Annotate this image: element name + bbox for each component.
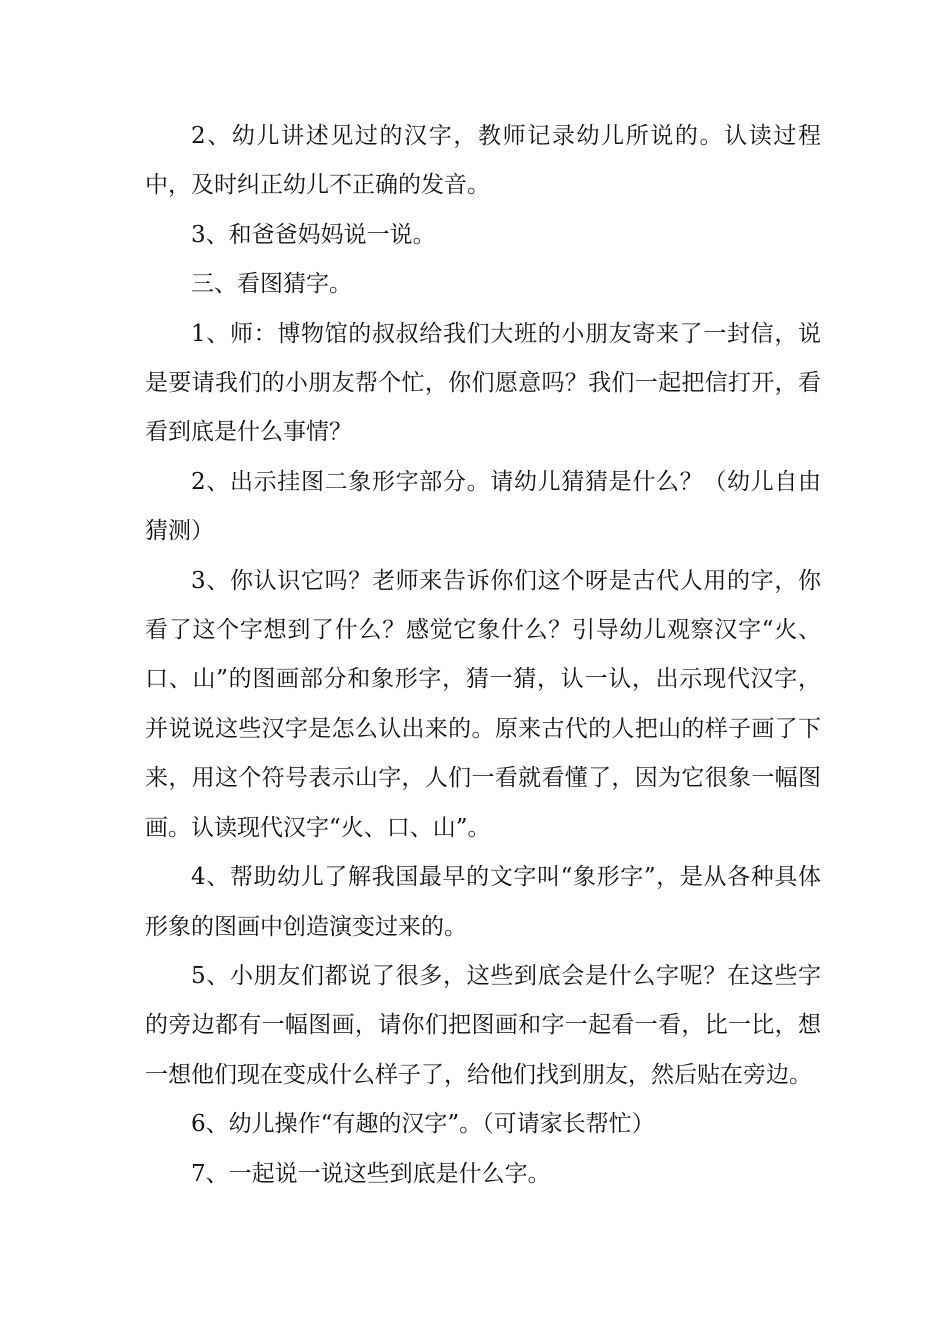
paragraph-4: 2、出示挂图二象形字部分。请幼儿猜猜是什么？（幼儿自由猜测） bbox=[145, 468, 821, 545]
paragraph-7: 5、小朋友们都说了很多，这些到底会是什么字呢？在这些字的旁边都有一幅图画，请你们把图画和字一起看一看，比一比，想一想他们现在变成什么样子了，给他们找到朋友，然后贴在旁边。 bbox=[145, 962, 821, 1088]
document-body bbox=[145, 112, 821, 1199]
paragraph-2: 3、和爸爸妈妈说一说。 bbox=[191, 221, 436, 248]
paragraph-5: 3、你认识它吗？老师来告诉你们这个呀是古代人用的字，你看了这个字想到了什么？感觉它象什么？引导幼儿观察汉字“火、口、山”的图画部分和象形字，猜一猜，认一认，出示现代汉字，并说说这些汉字是怎么认出来的。原来古代的人把山的样子画了下来，用这个符号表示山字，人们一看就看懂了，因为它很象一幅图画。认读现代汉字“火、口、山”。 bbox=[145, 567, 821, 841]
paragraph-3: 1、师：博物馆的叔叔给我们大班的小朋友寄来了一封信，说是要请我们的小朋友帮个忙，你们愿意吗？我们一起把信打开，看看到底是什么事情？ bbox=[145, 320, 821, 446]
paragraph-9: 7、一起说一说这些到底是什么字。 bbox=[191, 1160, 551, 1187]
paragraph-8: 6、幼儿操作“有趣的汉字”。（可请家长帮忙） bbox=[191, 1111, 655, 1138]
paragraph-1: 2、幼儿讲述见过的汉字，教师记录幼儿所说的。认读过程中，及时纠正幼儿不正确的发音。 bbox=[145, 123, 821, 199]
paragraph-6: 4、帮助幼儿了解我国最早的文字叫“象形字”，是从各种具体形象的图画中创造演变过来的。 bbox=[145, 864, 821, 940]
section-heading: 三、看图猜字。 bbox=[191, 271, 352, 298]
